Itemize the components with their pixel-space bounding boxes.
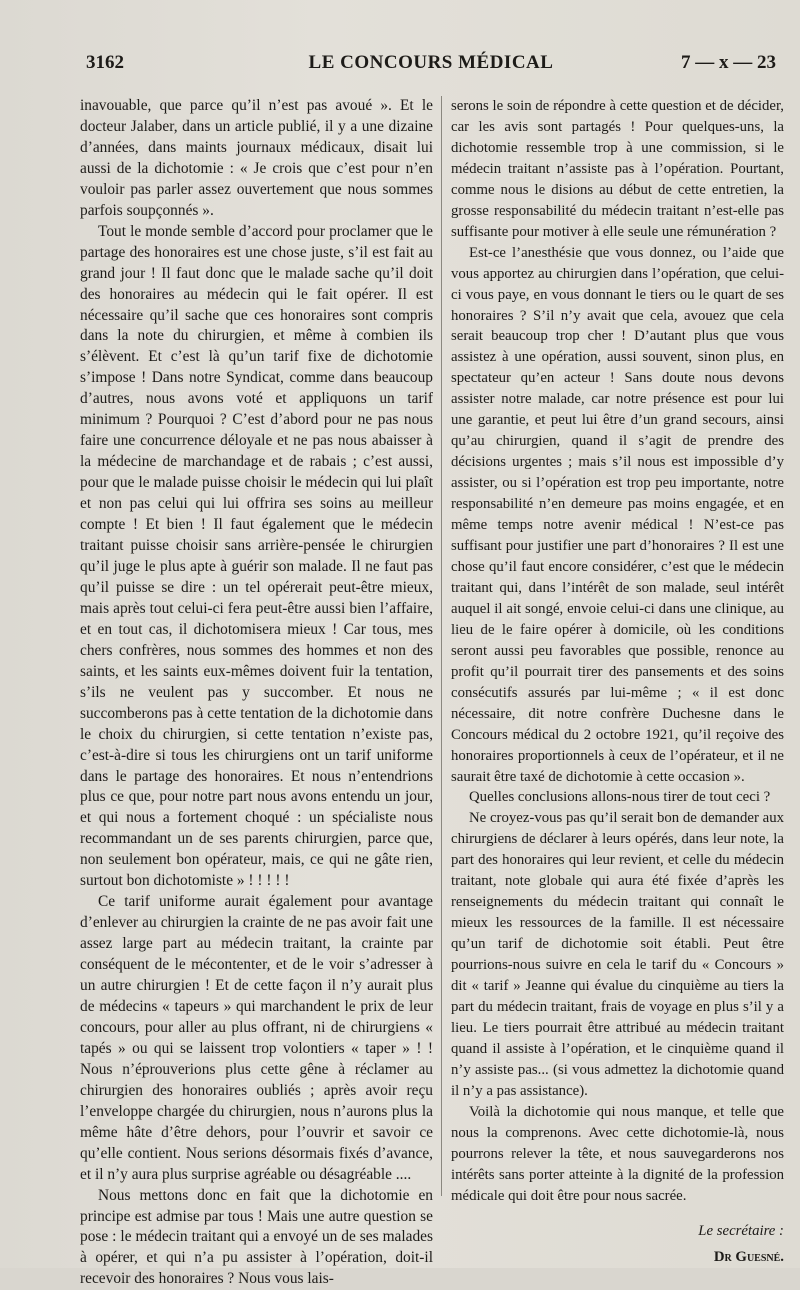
right-column	[451, 96, 784, 1266]
signature-name: Dr Guesné.	[713, 1249, 784, 1266]
signature-role: Le secrétaire :	[698, 1222, 784, 1239]
left-column	[80, 96, 433, 1288]
paragraph: Voilà la dichotomie qui nous manque, et telle que nous la comprenons. Avec cette dichotomie-là, nous pourrons relever la tête, et nous sauvegarderons nos intérêts sans porter atteinte à la dignité de la profession médicale qui doit être pour nous sacrée.	[451, 1103, 784, 1204]
paragraph: Ce tarif uniforme aurait également pour avantage d’enlever au chirurgien la crainte de ne pas avoir fait une assez large part au médecin traitant, la crainte par conséquent de le mécontenter, et de le voir s’adresser à un autre chirurgien ! Et de cette façon il n’y aurait plus de médecins « tapeurs » qui marchandent le prix de leur concours, pour aller au plus offrant, ni de chirurgiens « tapés » ou qui se laissent trop volontiers « taper » ! ! Nous n’éprouverions plus cette gêne à réclamer au chirurgien des honoraires oubliés ; après avoir reçu l’enveloppe chargée du chirurgien, nous n’aurons plus la même hâte d’être dehors, pour l’ouvrir et savoir ce qu’elle contient. Nous serions désormais fixés d’avance, et il n’y aura plus surprise agréable ou désagréable ....	[80, 893, 433, 1183]
column-divider	[441, 96, 442, 1196]
paragraph: serons le soin de répondre à cette question et de décider, car les avis sont partagés ! Pour quelques-uns, la dichotomie ressemble trop à une commission, si le médecin traitant n’assiste pas à l’opération. Pourtant, comme nous le disions au début de cette entretien, la grosse responsabilité du médecin traitant n’est-elle pas suffisante pour motiver à elle seule une rémunération ?	[451, 98, 784, 240]
paragraph: Ne croyez-vous pas qu’il serait bon de demander aux chirurgiens de déclarer à leurs opérés, dans leur note, la part des honoraires qui leur revient, et celle du médecin traitant, note globale qui aura été fixée d’après les renseignements du médecin traitant qui connaît le mieux les ressources de la famille. Il est nécessaire qu’un tarif de dichotomie soit établi. Peut être pourrions-nous suivre en cela le tarif du « Concours » dit « tarif » Jeanne qui évalue du cinquième au tiers la part du médecin traitant, frais de voyage en plus s’il y a lieu. Le tiers pourrait être attribué au médecin traitant quand il assiste à l’opération, et le cinquième quand il n’y assiste pas... (si vous admettez la dichotomie quand il n’y a pas assistance).	[451, 810, 784, 1099]
page-header	[86, 52, 776, 82]
page-number: 3162	[86, 52, 124, 73]
paragraph: Tout le monde semble d’accord pour proclamer que le partage des honoraires est une chose juste, s’il est fait au grand jour ! Il faut donc que le malade sache qu’il doit des honoraires au médecin qui le fait opérer. Il est nécessaire qu’il sache que ces honoraires sont compris dans la note du chirurgien, et même à combien ils s’élèvent. Et c’est là qu’un tarif fixe de dichotomie s’impose ! Dans notre Syndicat, comme dans beaucoup d’autres, nous avons voté et appliquons un tarif minimum ? Pourquoi ? C’est d’abord pour ne pas nous faire une concurrence déloyale et ne pas nous abaisser à la médecine de marchandage et de rabais ; c’est aussi, pour que le malade puisse choisir le médecin qui lui plaît et non pas celui qui lui offrira ses soins au meilleur compte ! Et bien ! Il faut également que le médecin traitant puisse choisir sans arrière-pensée le chirurgien qu’il juge le plus apte à guérir son malade. Il ne faut pas qu’il puisse se dire : un tel opérerait peut-être mieux, mais après tout celui-ci fera peut-être aussi bien l’affaire, et en tout cas, il dichotomisera mieux ! Car tous, mes chers confrères, nous sommes des hommes et non des saints, et les saints eux-mêmes doivent fuir la tentation, s’ils ne veulent pas y succomber. Et nous ne succomberons pas à cette tentation de la dichotomie dans le choix du chirurgien, si cette tentation n’existe pas, c’est-à-dire si tous les chirurgiens ont un tarif uniforme dans le partage des honoraires. Et nous n’entendrions plus ce que, pour notre part nous avons entendu un jour, et qui nous a fortement choqué : un spécialiste nous recommandant un de ses parents chirurgien, parce que, non seulement bon opérateur, mais, ce qui ne gâte rien, surtout bon dichotomiste » ! ! ! ! !	[80, 222, 433, 890]
paragraph: Nous mettons donc en fait que la dichotomie en principe est admise par tous ! Mais une autre question se pose : le médecin traitant qui a envoyé un de ses malades à opérer, et qui n’a pu assister à l’opération, doit-il recevoir des honoraires ? Nous vous lais-	[80, 1186, 433, 1288]
paragraph: Quelles conclusions allons-nous tirer de tout ceci ?	[469, 789, 771, 806]
paragraph: Est-ce l’anesthésie que vous donnez, ou l’aide que vous apportez au chirurgien dans l’opération, que celui-ci vous paye, en vous donnant le tiers ou le quart de ses honoraires ? S’il n’y avait que cela, avouez que cela serait beaucoup trop cher ! D’autant plus que vous assistez à une opération, aussi souvent, sinon plus, en spectateur qu’en acteur ! Sans doute nous devons assister notre malade, car notre présence est pour lui une garantie, et peut lui être d’un grand secours, ainsi qu’au chirurgien, quand il s’agit de prendre des décisions urgentes ; mais s’il nous est impossible d’y assister, ou si l’opération est trop peu importante, notre responsabilité n’en demeure pas moins engagée, et en même temps notre avenir médical ! N’est-ce pas suffisant pour justifier une part d’honoraires ? Il est une chose qu’il faut encore considérer, c’est que le médecin traitant qui, dans l’intérêt de son malade, seul intérêt auquel il ait songé, envoie celui-ci dans une clinique, au lieu de le faire opérer à domicile, où les conditions seront aussi peu favorables que possible, renonce au profit qu’il pourrait tirer des pansements et des soins consécutifs assurés par lui-même ; « il est donc nécessaire, dit notre confrère Duchesne dans le Concours médical du 2 octobre 1921, qu’il reçoive des honoraires proportionnels à ceux de l’opérateur, et il ne saurait être taxé de dichotomie à cette occasion ».	[451, 244, 784, 785]
paragraph: inavouable, que parce qu’il n’est pas avoué ». Et le docteur Jalaber, dans un article publié, il y a une dizaine d’années, dans maints journaux médicaux, disait lui aussi de la dichotomie : « Je crois que c’est pour n’en vouloir pas parler assez ouvertement que nous sommes parfois soupçonnés ».	[80, 97, 433, 219]
journal-title: LE CONCOURS MÉDICAL	[308, 52, 554, 73]
issue-date: 7 — x — 23	[681, 52, 776, 73]
